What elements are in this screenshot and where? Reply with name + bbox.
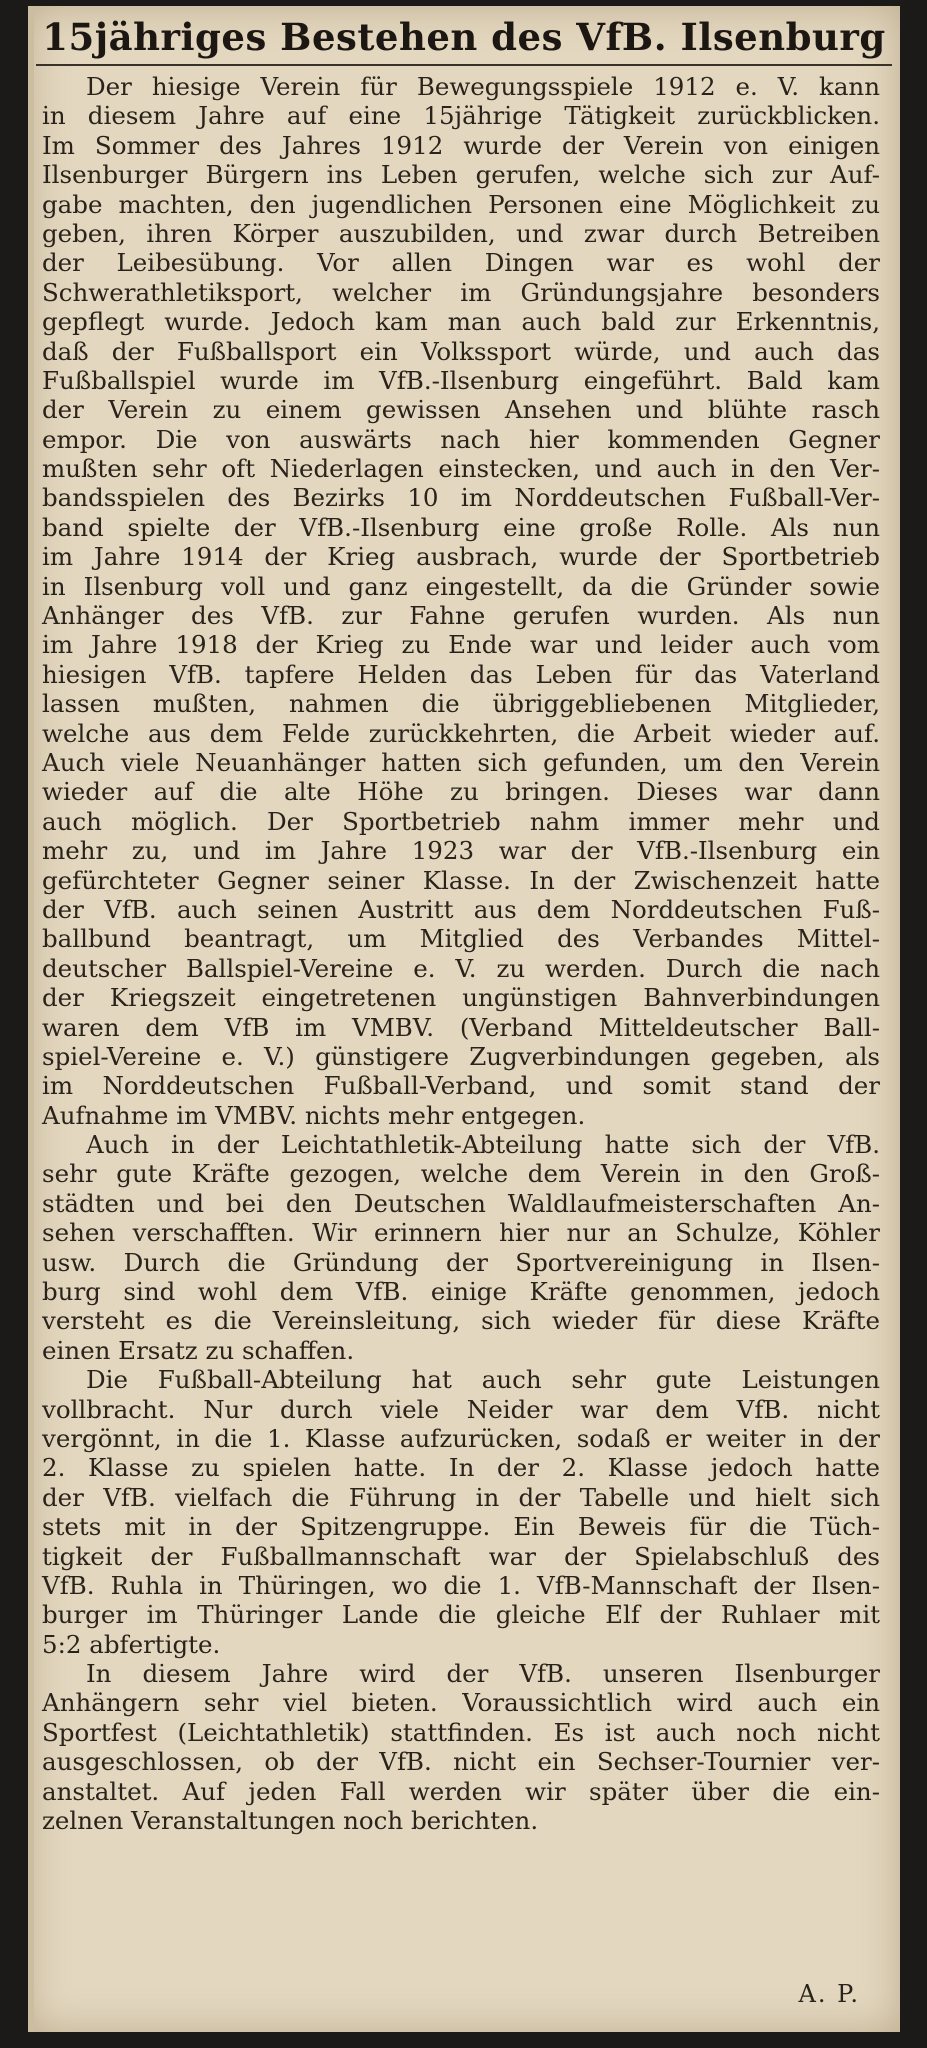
text-line: band spielte der VfB.-Ilsenburg eine große Rolle. Als nun bbox=[42, 512, 880, 542]
text-line: Aufnahme im VMBV. nichts mehr entgegen. bbox=[42, 1100, 586, 1130]
text-line: tigkeit der Fußballmannschaft war der Spielabschluß des bbox=[42, 1541, 880, 1571]
text-line: lassen mußten, nahmen die übriggebliebenen Mitglieder, bbox=[42, 689, 880, 719]
text-line: im Jahre 1918 der Krieg zu Ende war und leider auch vom bbox=[42, 630, 880, 660]
text-line: versteht es die Vereinsleitung, sich wieder für diese Kräfte bbox=[42, 1306, 880, 1336]
text-line: spiel-Vereine e. V.) günstigere Zugverbindungen gegeben, als bbox=[42, 1041, 880, 1071]
text-line: Im Sommer des Jahres 1912 wurde der Verein von einigen bbox=[42, 130, 880, 160]
text-line: einen Ersatz zu schaffen. bbox=[42, 1335, 355, 1365]
title-rule bbox=[36, 64, 892, 66]
author-signature: A. P. bbox=[798, 1980, 860, 2008]
text-line: ballbund beantragt, um Mitglied des Verbandes Mittel- bbox=[42, 924, 880, 954]
text-line: welche aus dem Felde zurückkehrten, die Arbeit wieder auf. bbox=[42, 718, 880, 748]
text-line: usw. Durch die Gründung der Sportvereinigung in Ilsen- bbox=[42, 1247, 880, 1277]
text-line: der Verein zu einem gewissen Ansehen und blühte rasch bbox=[42, 395, 880, 425]
text-line: städten und bei den Deutschen Waldlaufmeisterschaften An- bbox=[42, 1188, 880, 1218]
text-line: waren dem VfB im VMBV. (Verband Mitteldeutscher Ball- bbox=[42, 1012, 880, 1042]
text-line: Auch in der Leichtathletik-Abteilung hatte sich der VfB. bbox=[86, 1130, 880, 1160]
text-line: Schwerathletiksport, welcher im Gründungsjahre besonders bbox=[42, 277, 880, 307]
text-line: anstaltet. Auf jeden Fall werden wir später über die ein- bbox=[42, 1776, 880, 1806]
text-line: deutscher Ballspiel-Vereine e. V. zu werden. Durch die nach bbox=[42, 953, 880, 983]
text-line: bandsspielen des Bezirks 10 im Norddeutschen Fußball-Ver- bbox=[42, 483, 880, 513]
text-line: in diesem Jahre auf eine 15jährige Tätigkeit zurückblicken. bbox=[42, 101, 880, 131]
text-line: Anhängern sehr viel bieten. Voraussichtlich wird auch ein bbox=[42, 1688, 880, 1718]
article-body bbox=[42, 72, 880, 1835]
text-line: In diesem Jahre wird der VfB. unseren Ilsenburger bbox=[86, 1659, 880, 1689]
text-line: sehr gute Kräfte gezogen, welche dem Verein in den Groß- bbox=[42, 1159, 880, 1189]
text-line: 2. Klasse zu spielen hatte. In der 2. Klasse jedoch hatte bbox=[42, 1453, 880, 1483]
text-line: burg sind wohl dem VfB. einige Kräfte genommen, jedoch bbox=[42, 1277, 880, 1307]
text-line: der VfB. vielfach die Führung in der Tabelle und hielt sich bbox=[42, 1482, 880, 1512]
text-line: hiesigen VfB. tapfere Helden das Leben für das Vaterland bbox=[42, 659, 880, 689]
article-title: 15jähriges Bestehen des VfB. Ilsenburg bbox=[42, 15, 886, 59]
text-line: daß der Fußballsport ein Volkssport würde, und auch das bbox=[42, 336, 880, 366]
text-line: im Norddeutschen Fußball-Verband, und somit stand der bbox=[42, 1071, 880, 1101]
text-line: VfB. Ruhla in Thüringen, wo die 1. VfB-Mannschaft der Ilsen- bbox=[42, 1570, 880, 1600]
text-line: Anhänger des VfB. zur Fahne gerufen wurden. Als nun bbox=[42, 601, 880, 631]
text-line: der Kriegszeit eingetretenen ungünstigen Bahnverbindungen bbox=[42, 983, 880, 1013]
text-line: wieder auf die alte Höhe zu bringen. Dieses war dann bbox=[42, 777, 880, 807]
text-line: Fußballspiel wurde im VfB.-Ilsenburg eingeführt. Bald kam bbox=[42, 365, 880, 395]
text-line: Die Fußball-Abteilung hat auch sehr gute Leistungen bbox=[86, 1365, 880, 1395]
text-line: Sportfest (Leichtathletik) stattfinden. Es ist auch noch nicht bbox=[42, 1717, 880, 1747]
text-line: gabe machten, den jugendlichen Personen eine Möglichkeit zu bbox=[42, 189, 880, 219]
text-line: mußten sehr oft Niederlagen einstecken, und auch in den Ver- bbox=[42, 454, 880, 484]
text-line: burger im Thüringer Lande die gleiche Elf der Ruhlaer mit bbox=[42, 1600, 880, 1630]
text-line: empor. Die von auswärts nach hier kommenden Gegner bbox=[42, 424, 880, 454]
text-line: in Ilsenburg voll und ganz eingestellt, da die Gründer sowie bbox=[42, 571, 880, 601]
paper-edge bbox=[28, 6, 34, 2032]
text-line: 5:2 abfertigte. bbox=[42, 1629, 221, 1659]
text-line: der VfB. auch seinen Austritt aus dem Norddeutschen Fuß- bbox=[42, 894, 880, 924]
text-line: zelnen Veranstaltungen noch berichten. bbox=[42, 1806, 539, 1836]
text-line: Ilsenburger Bürgern ins Leben gerufen, welche sich zur Auf- bbox=[42, 160, 880, 190]
text-line: stets mit in der Spitzengruppe. Ein Beweis für die Tüch- bbox=[42, 1512, 880, 1542]
text-line: im Jahre 1914 der Krieg ausbrach, wurde der Sportbetrieb bbox=[42, 542, 880, 572]
text-line: auch möglich. Der Sportbetrieb nahm immer mehr und bbox=[42, 806, 880, 836]
newspaper-clipping bbox=[28, 6, 900, 2032]
text-line: gefürchteter Gegner seiner Klasse. In der Zwischenzeit hatte bbox=[42, 865, 880, 895]
text-line: vollbracht. Nur durch viele Neider war dem VfB. nicht bbox=[42, 1394, 880, 1424]
text-line: sehen verschafften. Wir erinnern hier nur an Schulze, Köhler bbox=[42, 1218, 880, 1248]
text-line: ausgeschlossen, ob der VfB. nicht ein Sechser-Tournier ver- bbox=[42, 1747, 880, 1777]
text-line: mehr zu, und im Jahre 1923 war der VfB.-Ilsenburg ein bbox=[42, 836, 880, 866]
text-line: Auch viele Neuanhänger hatten sich gefunden, um den Verein bbox=[42, 747, 880, 777]
text-line: gepflegt wurde. Jedoch kam man auch bald zur Erkenntnis, bbox=[42, 307, 880, 337]
text-line: der Leibesübung. Vor allen Dingen war es wohl der bbox=[42, 248, 880, 278]
text-line: Der hiesige Verein für Bewegungsspiele 1912 e. V. kann bbox=[86, 72, 880, 101]
text-line: geben, ihren Körper auszubilden, und zwar durch Betreiben bbox=[42, 218, 880, 248]
text-line: vergönnt, in die 1. Klasse aufzurücken, sodaß er weiter in der bbox=[42, 1423, 880, 1453]
